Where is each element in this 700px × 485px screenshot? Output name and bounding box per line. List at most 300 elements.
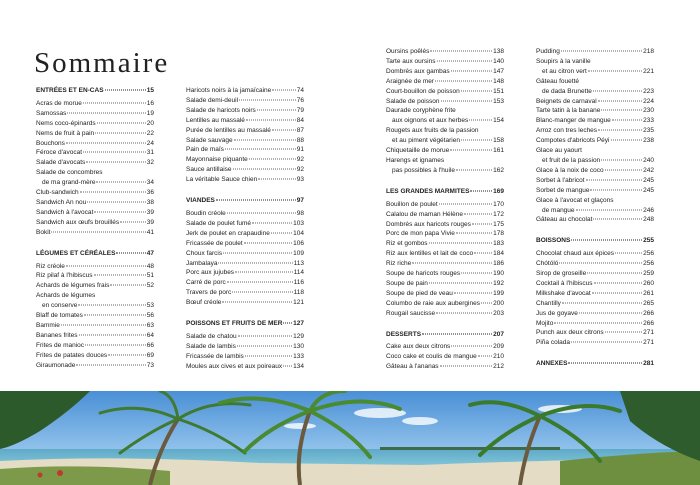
toc-entry bbox=[536, 186, 654, 196]
dot-leader bbox=[105, 90, 146, 91]
toc-entry-title: Soupe de pied de veau bbox=[386, 289, 453, 297]
toc-entry-title: Columbo de raie aux aubergines bbox=[386, 299, 480, 307]
page-number: 138 bbox=[493, 48, 504, 55]
toc-entry-title: Féroce d'avocat bbox=[36, 149, 83, 157]
toc-entry-title: Cake aux deux citrons bbox=[386, 343, 451, 351]
dot-leader bbox=[601, 110, 642, 111]
toc-entry bbox=[186, 268, 304, 278]
dot-leader bbox=[227, 212, 296, 213]
page-title: Sommaire bbox=[34, 47, 170, 80]
toc-entry-title: Nems de fruit à pain bbox=[36, 129, 95, 137]
dot-leader bbox=[579, 312, 642, 313]
dot-leader bbox=[464, 213, 492, 214]
dot-leader bbox=[598, 100, 642, 101]
toc-column-3 bbox=[386, 47, 504, 372]
toc-entry-title: Chantilly bbox=[536, 299, 561, 307]
toc-entry-title: Porc de mon papa Vivie bbox=[386, 230, 455, 238]
toc-entry-title: Rougail saucisse bbox=[386, 309, 436, 317]
toc-entry-title: et au citron vert bbox=[542, 67, 587, 75]
dot-leader bbox=[615, 253, 642, 254]
toc-entry-title: Dombrés aux gambas bbox=[386, 67, 450, 75]
toc-entry bbox=[186, 106, 304, 116]
toc-entry-title: Chiquetaille de morue bbox=[386, 147, 450, 155]
page-number: 190 bbox=[493, 270, 504, 278]
dot-leader bbox=[283, 323, 292, 324]
toc-entry-title: Gâteau au chocolat bbox=[536, 216, 593, 224]
toc-entry bbox=[386, 47, 504, 57]
page-number: 265 bbox=[643, 299, 654, 307]
toc-entry-title: Salade demi-deuil bbox=[186, 96, 239, 104]
dot-leader bbox=[234, 139, 296, 140]
dot-leader bbox=[612, 120, 642, 121]
toc-entry-title: Salade sauvage bbox=[186, 136, 233, 144]
page-number: 133 bbox=[293, 352, 304, 360]
toc-section bbox=[186, 196, 304, 206]
toc-entry bbox=[386, 362, 504, 372]
dot-leader bbox=[246, 119, 296, 120]
toc-entry bbox=[386, 200, 504, 210]
toc-entry bbox=[186, 145, 304, 155]
page-number: 16 bbox=[146, 99, 154, 107]
page-number: 233 bbox=[643, 117, 654, 125]
page-number: 92 bbox=[296, 156, 304, 164]
page-number: 41 bbox=[146, 228, 154, 236]
page-number: 266 bbox=[643, 319, 654, 327]
toc-entry bbox=[536, 249, 654, 259]
toc-entry-title: Salade d'avocats bbox=[36, 159, 86, 167]
page-number: 106 bbox=[293, 239, 304, 247]
dot-leader bbox=[478, 356, 492, 357]
toc-entry bbox=[536, 328, 654, 338]
toc-entry bbox=[386, 269, 504, 279]
toc-entry bbox=[386, 87, 504, 97]
dot-leader bbox=[590, 189, 642, 190]
dot-leader bbox=[87, 201, 146, 202]
page-number: 246 bbox=[643, 206, 654, 214]
toc-entry-title: Frites de patates douces bbox=[36, 351, 108, 359]
page-number: 98 bbox=[296, 209, 304, 217]
toc-entry bbox=[186, 249, 304, 259]
dot-leader bbox=[239, 99, 296, 100]
toc-entry bbox=[536, 259, 654, 269]
dot-leader bbox=[237, 345, 292, 346]
dot-leader bbox=[598, 130, 642, 131]
toc-entry bbox=[536, 106, 654, 116]
dot-leader bbox=[95, 132, 146, 133]
page-number: 63 bbox=[146, 321, 154, 329]
page-number: 92 bbox=[296, 166, 304, 174]
toc-entry-title: Bouillon de poulet bbox=[386, 200, 438, 208]
toc-entry-title: Samossas bbox=[36, 109, 67, 117]
toc-entry-title: Gâteau fouetté bbox=[536, 77, 580, 85]
dot-leader bbox=[429, 282, 492, 283]
page-number: 48 bbox=[146, 262, 154, 270]
toc-entry bbox=[186, 332, 304, 342]
toc-entry-title: Choux farcis bbox=[186, 249, 223, 257]
toc-entry-title: Soupe de pain bbox=[386, 279, 428, 287]
dot-leader bbox=[233, 169, 296, 170]
page-number: 53 bbox=[146, 302, 154, 310]
toc-entry bbox=[386, 352, 504, 362]
toc-entry bbox=[536, 319, 654, 329]
dot-leader bbox=[216, 200, 296, 201]
page-number: 73 bbox=[146, 361, 154, 369]
dot-leader bbox=[461, 90, 492, 91]
toc-entry bbox=[536, 176, 654, 186]
page-number: 200 bbox=[493, 299, 504, 307]
toc-entry bbox=[386, 299, 504, 309]
page-number: 223 bbox=[643, 87, 654, 95]
toc-entry-title: Chótóló bbox=[536, 260, 559, 268]
dot-leader bbox=[461, 273, 492, 274]
toc-section bbox=[36, 86, 154, 96]
toc-entry bbox=[36, 178, 154, 188]
dot-leader bbox=[456, 233, 492, 234]
page-number: 109 bbox=[293, 249, 304, 257]
toc-entry-title: Sorbet à l'abricot bbox=[536, 176, 585, 184]
page-number: 172 bbox=[493, 210, 504, 218]
toc-entry bbox=[36, 158, 154, 168]
page-number: 260 bbox=[643, 279, 654, 287]
dot-leader bbox=[238, 335, 293, 336]
toc-section-title: ENTRÉES ET EN-CAS bbox=[36, 87, 104, 94]
page-number: 256 bbox=[643, 260, 654, 268]
toc-entry-title: de mangue bbox=[542, 206, 575, 214]
page-number: 245 bbox=[643, 186, 654, 194]
toc-entry bbox=[536, 146, 654, 156]
toc-column-4 bbox=[536, 47, 654, 372]
toc-entry bbox=[36, 262, 154, 272]
page-number: 32 bbox=[146, 159, 154, 167]
toc-entry-title: Sandwich An nou bbox=[36, 198, 87, 206]
dot-leader bbox=[116, 252, 145, 253]
toc-entry-title: Tarte aux oursins bbox=[386, 57, 436, 65]
toc-entry-title: Blaff de tomates bbox=[36, 312, 83, 320]
toc-entry bbox=[536, 279, 654, 289]
toc-entry-title: Punch aux deux citrons bbox=[536, 329, 604, 337]
toc-entry bbox=[186, 352, 304, 362]
dot-leader bbox=[456, 169, 492, 170]
toc-entry-title: Jerk de poulet en crapaudine bbox=[186, 229, 270, 237]
toc-entry bbox=[386, 289, 504, 299]
toc-entry-title: Piña colada bbox=[536, 339, 570, 347]
toc-entry-title: Salade de poisson bbox=[386, 97, 440, 105]
toc-entry-title: aux oignons et aux herbes bbox=[392, 117, 469, 125]
dot-leader bbox=[451, 70, 493, 71]
page-number: 31 bbox=[146, 149, 154, 157]
page-number: 129 bbox=[293, 332, 304, 340]
toc-section-title: VIANDES bbox=[186, 197, 215, 205]
toc-entry bbox=[186, 155, 304, 165]
toc-entry bbox=[536, 299, 654, 309]
dot-leader bbox=[562, 302, 642, 303]
toc-entry bbox=[386, 259, 504, 269]
toc-entry-title: Bammie bbox=[36, 321, 60, 329]
toc-entry-title: Bokit bbox=[36, 228, 51, 236]
page-number: 34 bbox=[146, 179, 154, 187]
toc-entry bbox=[536, 289, 654, 299]
toc-entry-title: pas possibles à l'huile bbox=[392, 166, 456, 174]
toc-section-title: POISSONS ET FRUITS DE MER bbox=[186, 320, 283, 328]
dot-leader bbox=[412, 263, 492, 264]
toc-entry-title: Frites de manioc bbox=[36, 341, 85, 349]
dot-leader bbox=[218, 262, 292, 263]
page-number: 235 bbox=[643, 127, 654, 135]
toc-entry bbox=[36, 129, 154, 139]
page-number: 79 bbox=[296, 106, 304, 114]
toc-entry-title: Lentilles au massalé bbox=[186, 116, 245, 124]
toc-entry-title: Achards de légumes frais bbox=[36, 282, 110, 290]
dot-leader bbox=[561, 51, 642, 52]
dot-leader bbox=[568, 363, 642, 364]
dot-leader bbox=[225, 149, 296, 150]
toc-entry bbox=[186, 259, 304, 269]
dot-leader bbox=[592, 292, 642, 293]
toc-entry bbox=[386, 249, 504, 259]
toc-entry bbox=[536, 57, 654, 67]
dot-leader bbox=[576, 209, 643, 210]
page-number: 104 bbox=[293, 229, 304, 237]
dot-leader bbox=[110, 285, 145, 286]
toc-entry-title: Glace à la noix de coco bbox=[536, 166, 604, 174]
page-number: 210 bbox=[493, 353, 504, 361]
page-number: 161 bbox=[493, 147, 504, 155]
dot-leader bbox=[235, 272, 293, 273]
toc-entry-title: Coco cake et coulis de mangue bbox=[386, 353, 477, 361]
page-number: 76 bbox=[296, 96, 304, 104]
dot-leader bbox=[51, 231, 145, 232]
toc-entry bbox=[386, 220, 504, 230]
toc-entry bbox=[386, 77, 504, 87]
toc-entry-title: Boudin créole bbox=[186, 209, 226, 217]
toc-entry-title: Compotes d'abricots Péyi bbox=[536, 137, 610, 145]
page-number: 91 bbox=[296, 146, 304, 154]
dot-leader bbox=[470, 190, 492, 191]
toc-entry-title: La véritable Sauce chien bbox=[186, 176, 258, 184]
toc-entry bbox=[536, 215, 654, 225]
toc-entry bbox=[186, 362, 304, 372]
page-number: 224 bbox=[643, 97, 654, 105]
toc-section-title: BOISSONS bbox=[536, 237, 571, 245]
toc-entry bbox=[36, 148, 154, 158]
toc-entry bbox=[536, 77, 654, 87]
toc-entry-title: en conserve bbox=[42, 302, 78, 310]
toc-entry bbox=[186, 239, 304, 249]
dot-leader bbox=[429, 243, 493, 244]
page-number: 255 bbox=[643, 237, 654, 245]
toc-entry bbox=[36, 198, 154, 208]
toc-entry bbox=[386, 67, 504, 77]
toc-entry-title: Tarte tatin à la banane bbox=[536, 107, 601, 115]
page-number: 203 bbox=[493, 309, 504, 317]
dot-leader bbox=[223, 252, 292, 253]
toc-entry-title: de dada Brunette bbox=[542, 87, 592, 95]
dot-leader bbox=[86, 162, 145, 163]
toc-column-1 bbox=[36, 86, 154, 370]
toc-entry-title: Riz pilaf à l'hibiscus bbox=[36, 272, 93, 280]
dot-leader bbox=[66, 265, 146, 266]
toc-entry-title: Club-sandwich bbox=[36, 189, 79, 197]
page-number: 24 bbox=[146, 139, 154, 147]
toc-entry-title: Haricots noirs à la jamaïcaine bbox=[186, 87, 272, 94]
toc-entry-title: Sirop de groseille bbox=[536, 270, 587, 278]
dot-leader bbox=[594, 282, 643, 283]
dot-leader bbox=[586, 179, 643, 180]
page-number: 103 bbox=[293, 219, 304, 227]
toc-entry bbox=[536, 269, 654, 279]
toc-entry-title: Rougets aux fruits de la passion bbox=[386, 127, 479, 135]
toc-entry bbox=[386, 239, 504, 249]
dot-leader bbox=[271, 232, 292, 233]
toc-entry-title: Soupe de haricots rouges bbox=[386, 270, 461, 278]
page-number: 93 bbox=[296, 176, 304, 184]
dot-leader bbox=[554, 322, 642, 323]
page-number: 69 bbox=[146, 351, 154, 359]
toc-entry bbox=[36, 361, 154, 371]
page-number: 134 bbox=[293, 362, 304, 370]
toc-entry bbox=[36, 281, 154, 291]
toc-entry-title: Cocktail à l'hibiscus bbox=[536, 279, 593, 287]
page-number: 153 bbox=[493, 97, 504, 105]
page-number: 242 bbox=[643, 166, 654, 174]
page-number: 51 bbox=[146, 272, 154, 280]
toc-entry-title: Acras de morue bbox=[36, 99, 82, 107]
toc-entry bbox=[186, 116, 304, 126]
toc-entry-title: Achards de légumes bbox=[36, 292, 96, 300]
toc-entry-title: Mayonnaise piquante bbox=[186, 156, 248, 164]
toc-entry bbox=[36, 168, 154, 178]
dot-leader bbox=[97, 122, 146, 123]
dot-leader bbox=[244, 242, 292, 243]
toc-entry-title: Daurade coryphène frite bbox=[386, 107, 456, 115]
dot-leader bbox=[76, 364, 145, 365]
toc-entry bbox=[536, 309, 654, 319]
toc-section bbox=[386, 330, 504, 340]
toc-entry-title: Fricassée de lambis bbox=[186, 352, 244, 360]
toc-entry bbox=[386, 116, 504, 126]
dot-leader bbox=[66, 142, 146, 143]
page-number: 113 bbox=[293, 259, 304, 267]
toc-entry-title: Oursins poêlés bbox=[386, 48, 430, 55]
toc-entry-title: Blanc-manger de mangue bbox=[536, 117, 611, 125]
toc-entry-title: Travers de porc bbox=[186, 289, 232, 297]
toc-entry bbox=[386, 342, 504, 352]
toc-entry bbox=[36, 331, 154, 341]
page-number: 47 bbox=[146, 249, 154, 257]
toc-entry-title: Glace au yaourt bbox=[536, 147, 582, 155]
toc-entry-title: Pain de maïs bbox=[186, 146, 224, 154]
toc-entry-title: Court-bouillon de poisson bbox=[386, 87, 460, 95]
dot-leader bbox=[469, 120, 492, 121]
toc-entry bbox=[386, 309, 504, 319]
toc-entry bbox=[36, 228, 154, 238]
dot-leader bbox=[79, 334, 146, 335]
page-number: 36 bbox=[146, 189, 154, 197]
page-number: 240 bbox=[643, 156, 654, 164]
page-number: 19 bbox=[146, 109, 154, 117]
toc-column-2 bbox=[186, 86, 304, 372]
toc-entry bbox=[536, 116, 654, 126]
toc-section bbox=[536, 359, 654, 369]
dot-leader bbox=[108, 354, 146, 355]
toc-entry-title: Sandwich à l'avocat bbox=[36, 208, 94, 216]
page-number: 281 bbox=[643, 360, 654, 368]
toc-entry-title: Riz aux lentilles et lait de coco bbox=[386, 250, 474, 258]
toc-entry-title: Bouchons bbox=[36, 139, 65, 147]
toc-entry bbox=[36, 119, 154, 129]
toc-section-title: LES GRANDES MARMITES bbox=[386, 187, 470, 195]
page-number: 151 bbox=[493, 87, 504, 95]
page-number: 162 bbox=[493, 166, 504, 174]
dot-leader bbox=[454, 292, 492, 293]
toc-section-title: DESSERTS bbox=[386, 330, 422, 338]
toc-entry bbox=[36, 291, 154, 301]
toc-entry bbox=[536, 136, 654, 146]
dot-leader bbox=[605, 332, 643, 333]
toc-entry bbox=[186, 342, 304, 352]
toc-entry-title: Calalou de maman Hélène bbox=[386, 210, 463, 218]
dot-leader bbox=[593, 219, 642, 220]
page-number: 170 bbox=[493, 200, 504, 208]
toc-entry bbox=[186, 229, 304, 239]
page-number: 39 bbox=[146, 218, 154, 226]
dot-leader bbox=[227, 282, 293, 283]
dot-leader bbox=[94, 275, 146, 276]
toc-entry-title: Purée de lentilles au massalé bbox=[186, 126, 271, 134]
toc-entry-title: Porc aux jujubes bbox=[186, 269, 235, 277]
page-number: 74 bbox=[296, 87, 304, 94]
toc-section bbox=[536, 236, 654, 246]
page-number: 186 bbox=[493, 260, 504, 268]
dot-leader bbox=[85, 344, 146, 345]
dot-leader bbox=[249, 159, 296, 160]
toc-entry bbox=[536, 156, 654, 166]
dot-leader bbox=[450, 150, 492, 151]
toc-entry-title: Dombrés aux haricots rouges bbox=[386, 220, 471, 228]
toc-entry-title: Pudding bbox=[536, 48, 560, 55]
dot-leader bbox=[96, 182, 145, 183]
page-number: 84 bbox=[296, 116, 304, 124]
dot-leader bbox=[587, 273, 642, 274]
page-number: 64 bbox=[146, 331, 154, 339]
dot-leader bbox=[437, 60, 493, 61]
dot-leader bbox=[232, 292, 292, 293]
toc-entry bbox=[386, 97, 504, 107]
toc-entry bbox=[36, 188, 154, 198]
toc-entry bbox=[386, 136, 504, 146]
toc-entry bbox=[386, 229, 504, 239]
page-number: 245 bbox=[643, 176, 654, 184]
page-number: 238 bbox=[643, 137, 654, 145]
page-number: 154 bbox=[493, 117, 504, 125]
toc-entry bbox=[386, 156, 504, 166]
dot-leader bbox=[441, 100, 493, 101]
toc-section bbox=[186, 319, 304, 329]
page-number: 158 bbox=[493, 137, 504, 145]
toc-entry bbox=[36, 99, 154, 109]
dot-leader bbox=[451, 346, 492, 347]
toc-entry bbox=[186, 175, 304, 185]
toc-entry-title: Gâteau à l'ananas bbox=[386, 363, 439, 371]
page-number: 88 bbox=[296, 136, 304, 144]
page-number: 266 bbox=[643, 309, 654, 317]
page-number: 147 bbox=[493, 67, 504, 75]
page-number: 20 bbox=[146, 119, 154, 127]
toc-entry bbox=[386, 106, 504, 116]
toc-entry bbox=[186, 136, 304, 146]
toc-section-title: LÉGUMES ET CÉRÉALES bbox=[36, 249, 116, 257]
page-number: 118 bbox=[293, 289, 304, 297]
